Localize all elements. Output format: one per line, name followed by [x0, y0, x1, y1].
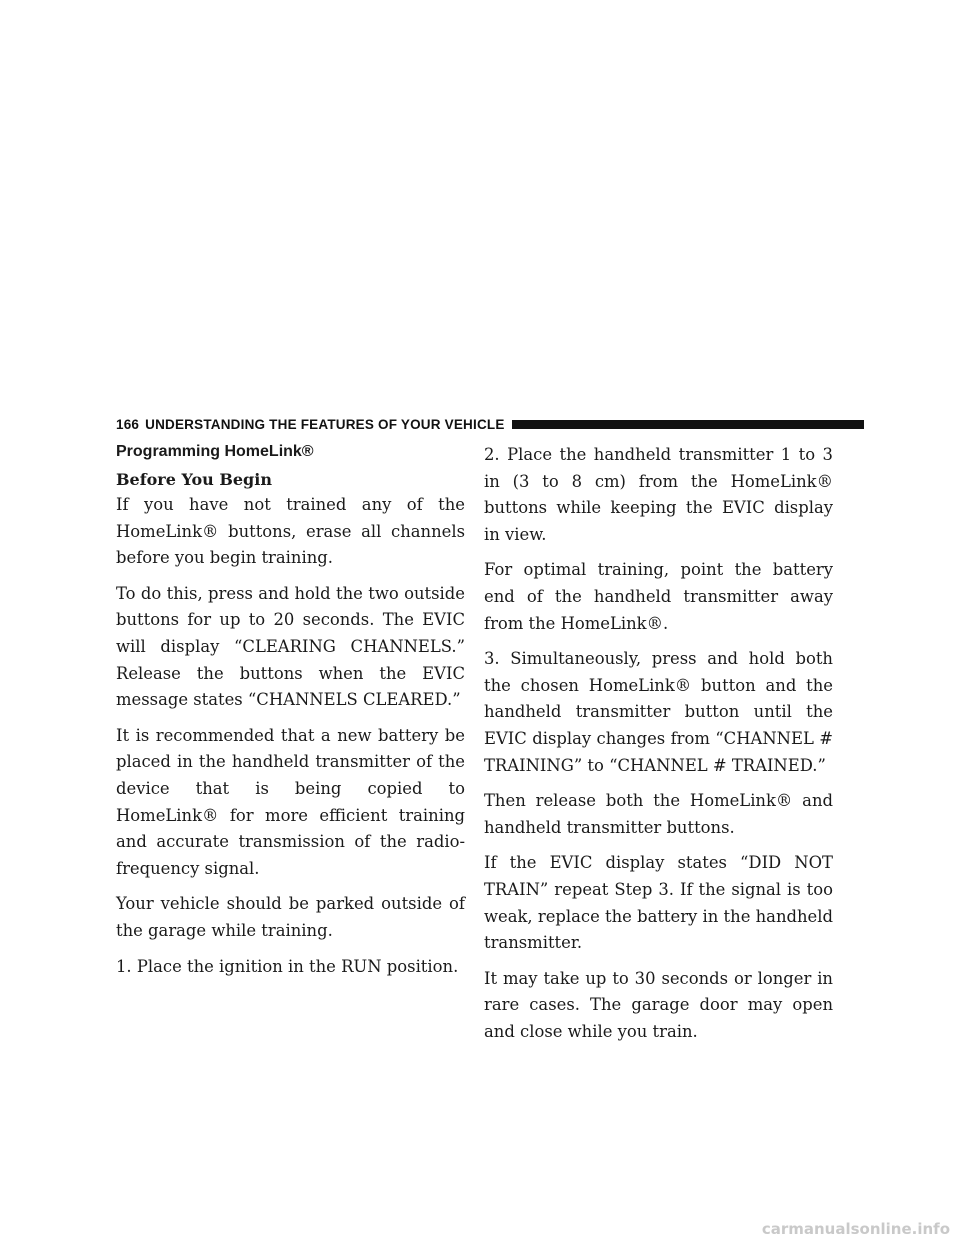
paragraph: If you have not trained any of the HomeLink® buttons, erase all channels before you begin training.: [116, 495, 465, 568]
right-column: [484, 442, 833, 1045]
page-number: 166: [116, 416, 140, 432]
paragraph: It is recommended that a new battery be placed in the handheld transmitter of the device that is being copied to HomeLink® for more efficient training and accurate transmission of the radio-frequency signal.: [116, 725, 465, 878]
step-1: 1. Place the ignition in the RUN position.: [116, 956, 459, 976]
page-header: [116, 415, 864, 433]
header-rule: [512, 420, 864, 429]
section-heading: Programming HomeLink®: [116, 443, 314, 460]
left-column: [116, 442, 465, 980]
paragraph: It may take up to 30 seconds or longer in rare cases. The garage door may open and close while you train.: [484, 968, 833, 1041]
paragraph: If the EVIC display states “DID NOT TRAIN” repeat Step 3. If the signal is too weak, replace the battery in the handheld transmitter.: [484, 853, 833, 953]
subheading: Before You Begin: [116, 470, 272, 489]
step-2: 2. Place the handheld transmitter 1 to 3 in (3 to 8 cm) from the HomeLink® buttons while keeping the EVIC display in view.: [484, 445, 833, 544]
paragraph: For optimal training, point the battery end of the handheld transmitter away from the HomeLink®.: [484, 560, 833, 633]
paragraph: Then release both the HomeLink® and handheld transmitter buttons.: [484, 791, 833, 837]
section-title: UNDERSTANDING THE FEATURES OF YOUR VEHICLE: [145, 416, 505, 432]
paragraph: Your vehicle should be parked outside of the garage while training.: [116, 894, 465, 940]
step-3: 3. Simultaneously, press and hold both the chosen HomeLink® button and the handheld transmitter button until the EVIC display changes from “CHANNEL # TRAINING” to “CHANNEL # TRAINED.”: [484, 649, 833, 775]
paragraph: To do this, press and hold the two outside buttons for up to 20 seconds. The EVIC will display “CLEARING CHANNELS.” Release the buttons when the EVIC message states “CHANNELS CLEARED.”: [116, 583, 465, 710]
watermark-text: carmanualsonline.info: [761, 1220, 950, 1238]
